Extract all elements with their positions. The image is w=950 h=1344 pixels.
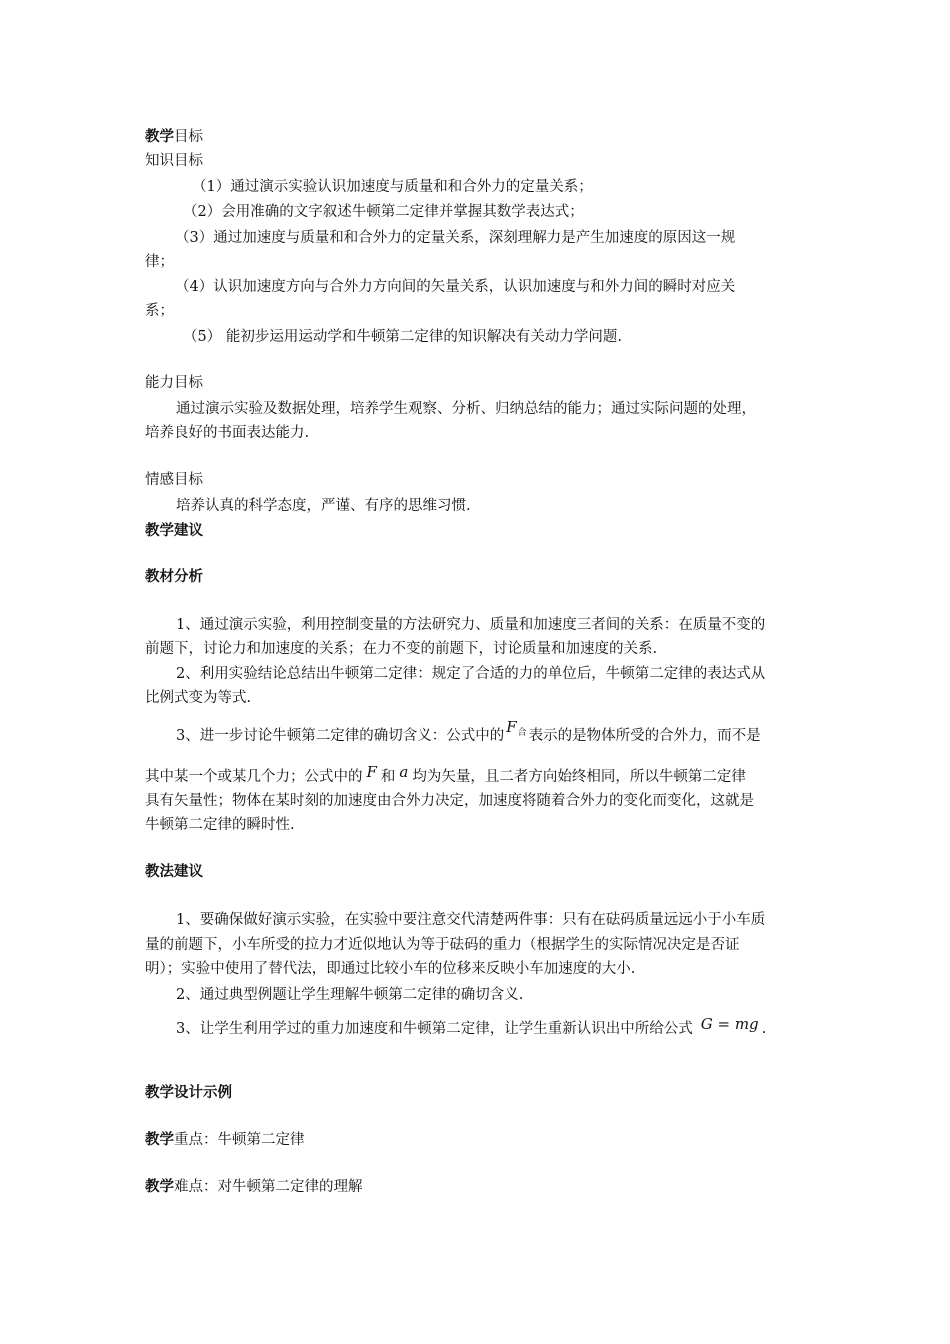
- ability-goal-line1: 通过演示实验及数据处理，培养学生观察、分析、归纳总结的能力；通过实际问题的处理，: [176, 401, 756, 417]
- knowledge-goal-2: （2）会用准确的文字叙述牛顿第二定律并掌握其数学表达式；: [183, 204, 584, 220]
- teaching-design-heading: 教学设计示例: [145, 1084, 232, 1101]
- material-point-3-line3: 具有矢量性；物体在某时刻的加速度由合外力决定，加速度将随着合外力的变化而变化，这就是: [145, 793, 754, 809]
- teaching-difficulty: 教学难点：对牛顿第二定律的理解: [145, 1178, 363, 1195]
- force-symbol: F: [366, 763, 377, 781]
- acceleration-symbol: a: [399, 763, 409, 781]
- knowledge-goals-heading: 知识目标: [145, 153, 203, 169]
- method-point-1-line2: 量的前题下，小车所受的拉力才近似地认为等于砝码的重力（根据学生的实际情况决定是否证: [145, 937, 740, 953]
- knowledge-goal-3-line1: （3）通过加速度与质量和和合外力的定量关系，深刻理解力是产生加速度的原因这一规: [175, 230, 736, 246]
- knowledge-goal-3-line2: 律；: [145, 254, 174, 270]
- teaching-goals-heading: 教学目标: [145, 128, 203, 145]
- material-analysis-heading: 教材分析: [145, 568, 203, 585]
- knowledge-goal-5: （5） 能初步运用运动学和牛顿第二定律的知识解决有关动力学问题.: [183, 329, 622, 345]
- emotion-goal-line1: 培养认真的科学态度，严谨、有序的思维习惯.: [176, 498, 471, 514]
- material-point-3-line1: 3、进一步讨论牛顿第二定律的确切含义：公式中的 $F_合$ 表示的是物体所受的合外力，而不是: [176, 718, 761, 744]
- material-point-1-line1: 1、通过演示实验，利用控制变量的方法研究力、质量和加速度三者间的关系：在质量不变的: [176, 617, 766, 633]
- method-point-2: 2、通过典型例题让学生理解牛顿第二定律的确切含义.: [176, 987, 524, 1003]
- method-suggestions-heading: 教法建议: [145, 863, 203, 880]
- knowledge-goal-4-line1: （4）认识加速度方向与合外力方向间的矢量关系，认识加速度与和外力间的瞬时对应关: [175, 279, 736, 295]
- material-point-3-line2: 其中某一个或某几个力；公式中的 F 和 a 均为矢量，且二者方向始终相同，所以牛顿第二定律: [145, 763, 746, 785]
- material-point-2-line2: 比例式变为等式.: [145, 690, 252, 706]
- method-point-1-line3: 明）；实验中使用了替代法，即通过比较小车的位移来反映小车加速度的大小.: [145, 961, 636, 977]
- emotion-goals-heading: 情感目标: [145, 472, 203, 488]
- material-point-3-line4: 牛顿第二定律的瞬时性.: [145, 817, 295, 833]
- teaching-key-point: 教学重点：牛顿第二定律: [145, 1131, 305, 1148]
- method-point-1-line1: 1、要确保做好演示实验，在实验中要注意交代清楚两件事：只有在砝码质量远远小于小车质: [176, 912, 766, 928]
- knowledge-goal-4-line2: 系；: [145, 303, 174, 319]
- material-point-1-line2: 前题下，讨论力和加速度的关系；在力不变的前题下，讨论质量和加速度的关系.: [145, 641, 658, 657]
- method-point-3: 3、让学生利用学过的重力加速度和牛顿第二定律，让学生重新认识出中所给公式 G = mg .: [176, 1015, 767, 1037]
- ability-goals-heading: 能力目标: [145, 375, 203, 391]
- gravity-formula: G = mg: [700, 1015, 759, 1033]
- ability-goal-line2: 培养良好的书面表达能力.: [145, 425, 310, 441]
- teaching-suggestions-heading: 教学建议: [145, 522, 203, 539]
- knowledge-goal-1: （1）通过演示实验认识加速度与质量和和合外力的定量关系；: [192, 179, 593, 195]
- net-force-symbol: $F_合$: [506, 718, 527, 738]
- material-point-2-line1: 2、利用实验结论总结出牛顿第二定律：规定了合适的力的单位后，牛顿第二定律的表达式从: [176, 666, 766, 682]
